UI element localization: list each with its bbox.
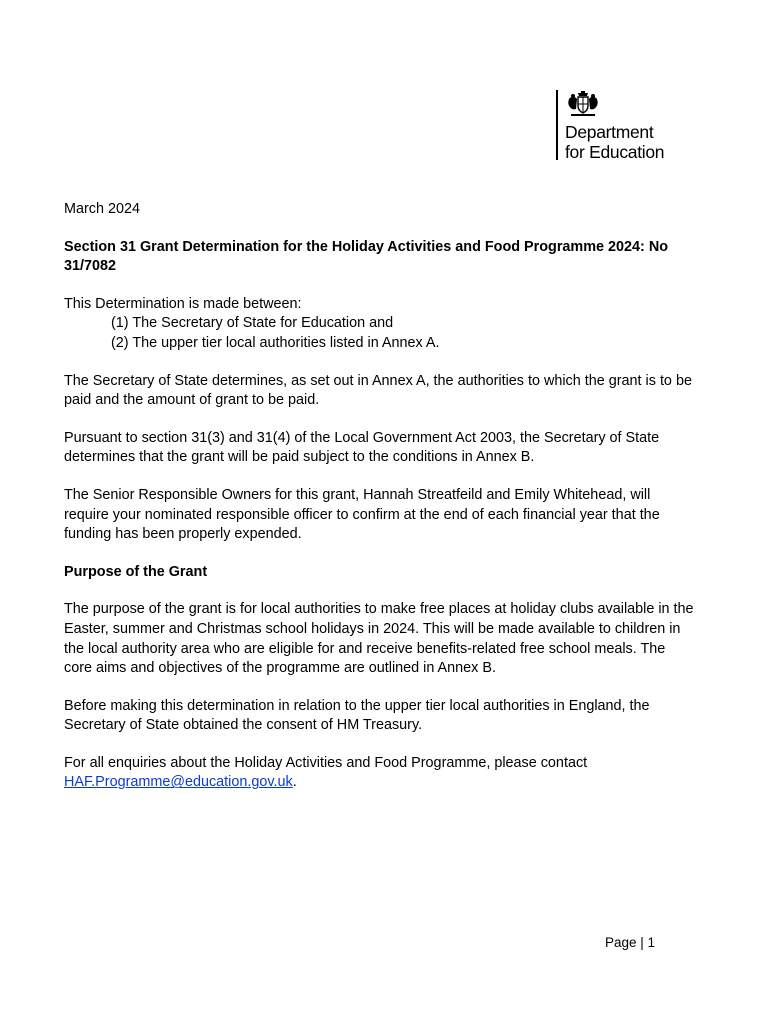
document-title: Section 31 Grant Determination for the Holiday Activities and Food Programme 2024: No 31/7082	[64, 238, 668, 275]
paragraph-consent: Before making this determination in relation to the upper tier local authorities in England, the Secretary of State obtained the consent of HM Treasury.	[64, 697, 650, 734]
logo-divider	[556, 90, 558, 160]
paragraph-owners: The Senior Responsible Owners for this grant, Hannah Streatfeild and Emily Whitehead, will require your nominated responsible officer to confirm at the end of each financial year that the funding has been properly expended.	[64, 486, 660, 543]
royal-coat-of-arms-icon	[565, 90, 601, 120]
intro-lead: This Determination is made between:	[64, 295, 302, 312]
paragraph-conditions: Pursuant to section 31(3) and 31(4) of the Local Government Act 2003, the Secretary of State determines that the grant will be paid subject to the conditions in Annex B.	[64, 429, 660, 466]
paragraph-annex-a: The Secretary of State determines, as set out in Annex A, the authorities to which the grant is to be paid and the amount of grant to be paid.	[64, 372, 692, 409]
paragraph-purpose: The purpose of the grant is for local authorities to make free places at holiday clubs available in the Easter, summer and Christmas school holidays in 2024. This will be made available to children in the local authority area who are eligible for and receive benefits-related free school meals. The core aims and objectives of the programme are outlined in Annex B.	[64, 601, 694, 677]
purpose-heading: Purpose of the Grant	[64, 563, 208, 580]
document-body	[64, 200, 694, 811]
party-item-1: (1) The Secretary of State for Education and	[111, 315, 394, 332]
party-item-2: (2) The upper tier local authorities listed in Annex A.	[111, 334, 440, 351]
document-date: March 2024	[64, 201, 140, 217]
contact-end: .	[292, 774, 297, 791]
logo-line-2: for Education	[565, 141, 665, 162]
contact-email-link[interactable]: HAF.Programme@education.gov.uk	[64, 774, 293, 791]
logo-wordmark	[565, 123, 664, 162]
logo-line-1: Department	[565, 122, 654, 142]
contact-text: For all enquiries about the Holiday Activities and Food Programme, please contact	[64, 754, 588, 771]
page-number: Page | 1	[604, 935, 655, 950]
dfe-logo	[556, 90, 686, 162]
paragraph-contact	[64, 754, 694, 793]
